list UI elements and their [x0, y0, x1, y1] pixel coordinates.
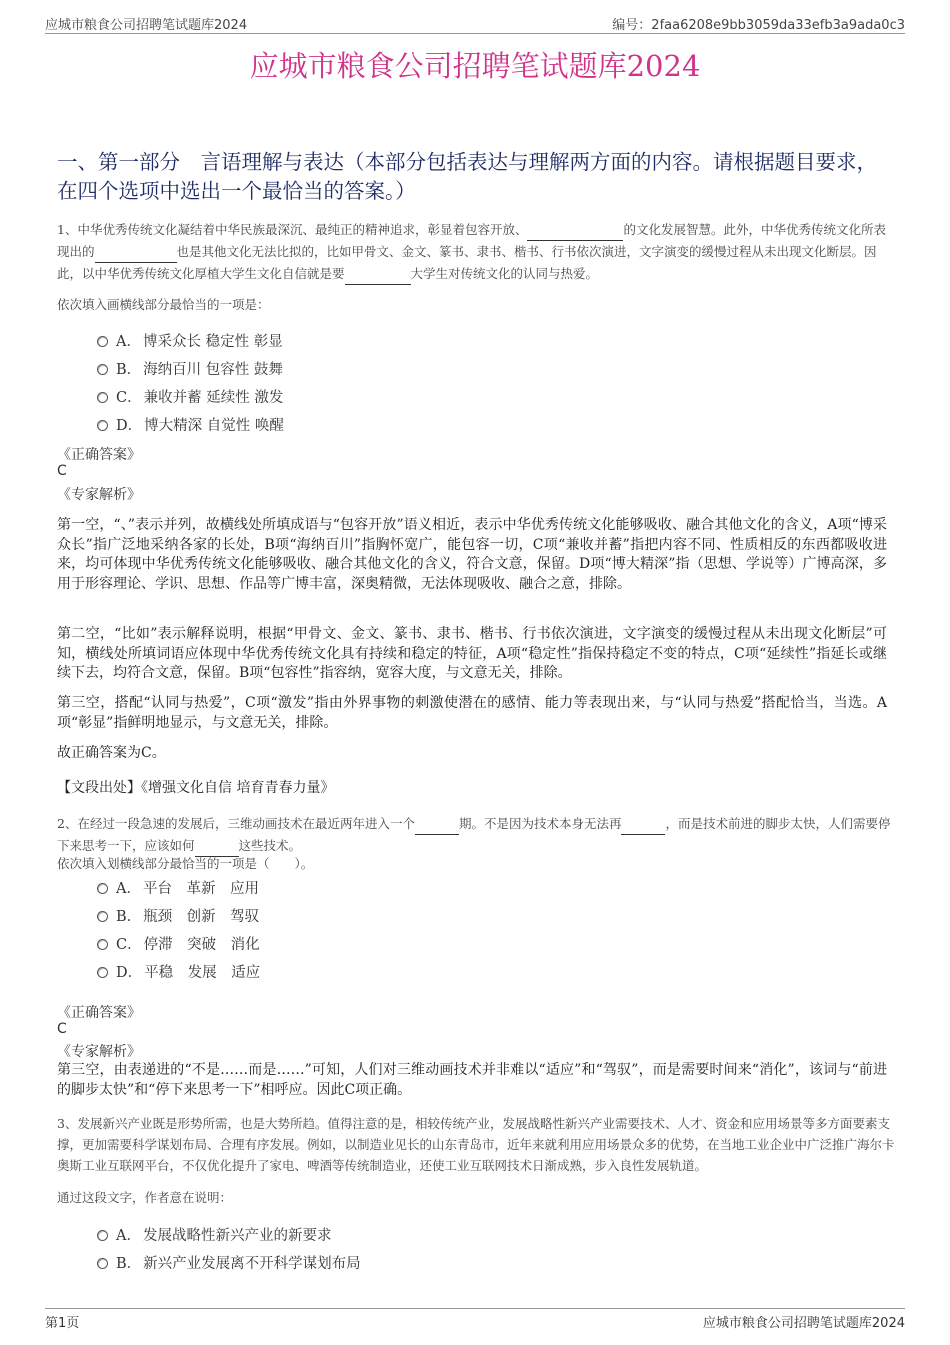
radio-icon[interactable]	[97, 967, 108, 978]
q2-answer: C	[57, 1021, 67, 1037]
q1-analysis-para-1: 第一空，“、”表示并列，故横线处所填成语与“包容开放”语义相近，表示中华优秀传统文化能够吸收、融合其他文化的含义，A项“博采众长”指广泛地采纳各家的长处，B项“海纳百川”指胸怀宽广，能包容一切，C项“兼收并蓄”指把内容不同、性质相反的东西都吸收进来，均可体现中华优秀传统文化能够吸收、融合其他文化的含义，符合文意，保留。D项“博大精深”指（思想、学说等）广博高深，多用于形容理论、学识、思想、作品等广博丰富，深奥精微，无法体现吸收、融合之意，排除。	[57, 517, 887, 592]
page-header	[45, 14, 905, 34]
q1-option-a[interactable]: A． 博采众长 稳定性 彰显	[97, 330, 283, 352]
question-1-stem	[57, 219, 897, 285]
radio-icon[interactable]	[97, 883, 108, 894]
q1-text-4: 大学生对传统文化的认同与热爱。	[410, 266, 599, 281]
q1-option-c[interactable]: C． 兼收并蓄 延续性 激发	[97, 386, 283, 408]
radio-icon[interactable]	[97, 1258, 108, 1269]
q2-option-c[interactable]: C． 停滞 突破 消化	[97, 933, 260, 955]
q1-option-b[interactable]: B． 海纳百川 包容性 鼓舞	[97, 358, 283, 380]
q2-blank-1	[415, 813, 459, 835]
q1-analysis-para-2: 第二空，“比如”表示解释说明，根据“甲骨文、金文、篆书、隶书、楷书、行书依次演进，文字演变的缓慢过程从未出现文化断层”可知，横线处所填词语应体现中华优秀传统文化具有持续和稳定的特征，A项“稳定性”指保持稳定不变的特点，C项“延续性”指延长或继续下去，均符合文意，保留。B项“包容性”指容纳，宽容大度，与文意无关，排除。	[57, 626, 887, 681]
radio-icon[interactable]	[97, 420, 108, 431]
q1-source: 【文段出处】《增强文化自信 培育青春力量》	[57, 780, 335, 796]
q1-text-1: 1、中华优秀传统文化凝结着中华民族最深沉、最纯正的精神追求，彰显着包容开放、	[57, 222, 528, 237]
section-heading: 一、第一部分 言语理解与表达（本部分包括表达与理解两方面的内容。请根据题目要求，在四个选项中选出一个最恰当的答案。）	[57, 150, 877, 203]
q3-option-a[interactable]: A． 发展战略性新兴产业的新要求	[97, 1224, 331, 1246]
q1-prompt: 依次填入画横线部分最恰当的一项是：	[57, 297, 270, 312]
q3-option-b[interactable]: B． 新兴产业发展离不开科学谋划布局	[97, 1252, 361, 1274]
q1-text-3: 也是其他文化无法比拟的，比如甲骨文、金文、篆书、隶书、楷书、行书依次演进，文字演变的缓慢过程从未出现文化断层。因此，以中华优秀传统文化厚植大学生文化自信就是要	[57, 244, 877, 281]
q1-blank-1	[527, 219, 623, 241]
header-doc-id: 编号：2faa6208e9bb3059da33efb3a9ada0c3	[612, 18, 905, 33]
q2-analysis: 第三空，由表递进的“不是……而是……”可知，人们对三维动画技术并非难以“适应”和“驾驭”，而是需要时间来“消化”，该词与“前进的脚步太快”和“停下来思考一下”相呼应。因此C项正确。	[57, 1062, 887, 1098]
q2-text-2: 期。不是因为技术本身无法再	[458, 816, 622, 831]
footer-divider	[45, 1308, 905, 1309]
q2-option-a[interactable]: A． 平台 革新 应用	[97, 877, 259, 899]
question-3-stem: 3、发展新兴产业既是形势所需，也是大势所趋。值得注意的是，相较传统产业，发展战略性新兴产业需要技术、人才、资金和应用场景等多方面要素支撑，更加需要科学谋划布局、合理有序发展。例如，以制造业见长的山东青岛市，近年来就利用应用场景众多的优势，在当地工业企业中广泛推广海尔卡奥斯工业互联网平台，不仅优化提升了家电、啤酒等传统制造业，还使工业互联网技术日渐成熟，步入良性发展轨道。	[57, 1116, 895, 1173]
q1-analysis-label: 《专家解析》	[57, 487, 141, 503]
q1-answer-label: 《正确答案》	[57, 447, 141, 463]
q1-text-2: 的文化发展智慧。此外，中华优秀传统文化所表现出的	[57, 222, 886, 259]
question-2-stem	[57, 813, 897, 857]
q2-analysis-label: 《专家解析》	[57, 1044, 141, 1060]
radio-icon[interactable]	[97, 392, 108, 403]
q2-option-b[interactable]: B． 瓶颈 创新 驾驭	[97, 905, 259, 927]
radio-icon[interactable]	[97, 939, 108, 950]
q2-text-1: 2、在经过一段急速的发展后，三维动画技术在最近两年进入一个	[57, 816, 415, 831]
page-number: 第1页	[45, 1316, 80, 1331]
q2-blank-2	[621, 813, 665, 835]
q2-answer-label: 《正确答案》	[57, 1005, 141, 1021]
footer-doc-title: 应城市粮食公司招聘笔试题库2024	[702, 1316, 905, 1331]
radio-icon[interactable]	[97, 911, 108, 922]
q1-blank-2	[95, 241, 177, 263]
q2-option-d[interactable]: D． 平稳 发展 适应	[97, 961, 260, 983]
q2-text-3: ，而是技术前进的脚步太快，人们需要停下来思考一下，应该如何	[57, 816, 891, 853]
header-divider	[45, 33, 905, 34]
q3-prompt: 通过这段文字，作者意在说明：	[57, 1190, 233, 1205]
header-doc-title: 应城市粮食公司招聘笔试题库2024	[45, 18, 248, 33]
q1-option-d[interactable]: D． 博大精深 自觉性 唤醒	[97, 414, 284, 436]
page-title: 应城市粮食公司招聘笔试题库2024	[249, 49, 701, 83]
radio-icon[interactable]	[97, 1230, 108, 1241]
q2-text-4: 这些技术。	[238, 838, 302, 853]
q1-conclusion: 故正确答案为C。	[57, 745, 166, 761]
q1-answer: C	[57, 463, 67, 479]
radio-icon[interactable]	[97, 364, 108, 375]
q1-analysis-para-3: 第三空，搭配“认同与热爱”，C项“激发”指由外界事物的刺激使潜在的感情、能力等表现出来，与“认同与热爱”搭配恰当，当选。A项“彰显”指鲜明地显示，与文意无关，排除。	[57, 695, 887, 731]
q2-prompt: 依次填入划横线部分最恰当的一项是（ ）。	[57, 856, 314, 871]
radio-icon[interactable]	[97, 336, 108, 347]
q1-blank-3	[345, 263, 411, 285]
